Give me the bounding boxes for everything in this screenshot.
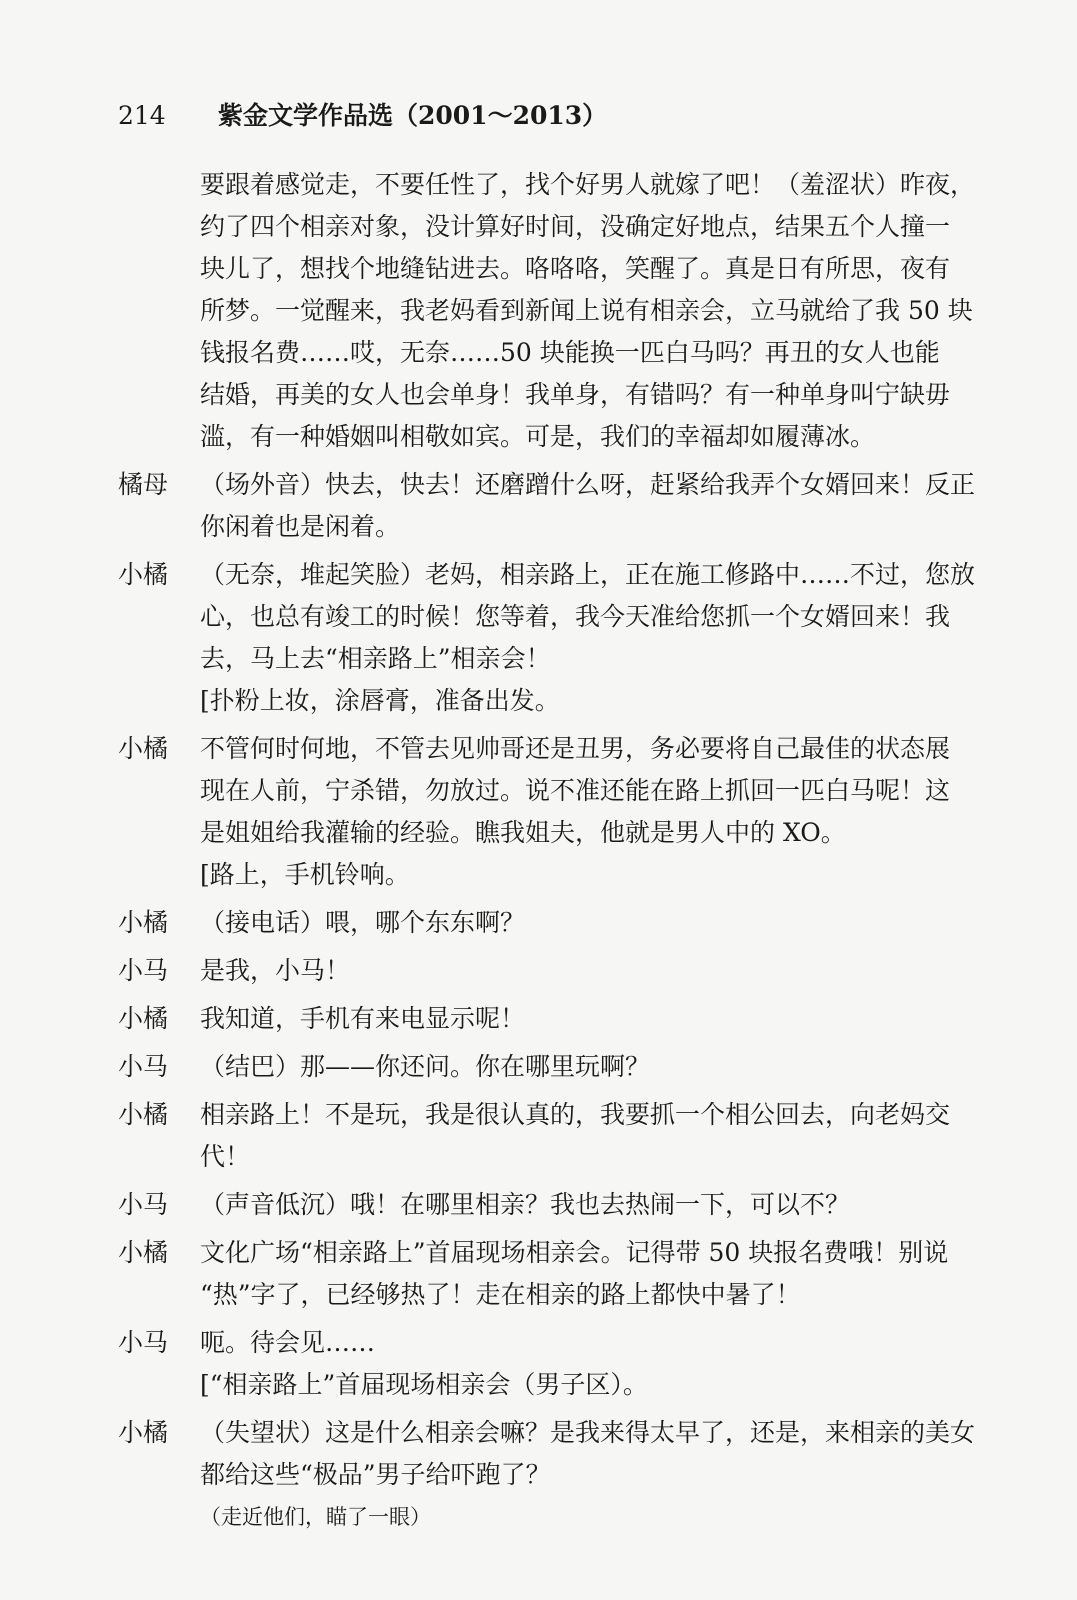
script-line [118,1322,948,1364]
line-text: 钱报名费……哎，无奈……50 块能换一匹白马吗？再丑的女人也能 [200,338,940,367]
script-line [118,416,948,458]
script-line [118,248,951,290]
line-text: 结婚，再美的女人也会单身！我单身，有错吗？有一种单身叫宁缺毋 [200,380,951,409]
line-text: 相亲路上！不是玩，我是很认真的，我要抓一个相公回去，向老妈交 [200,1100,951,1129]
script-line [118,596,951,638]
line-text: 代！ [200,1142,251,1171]
line-text: 我知道，手机有来电显示呢！ [200,1004,526,1033]
line-text: 所梦。一觉醒来，我老妈看到新闻上说有相亲会，立马就给了我 50 块 [200,296,973,325]
script-line [118,638,948,680]
speaker-name: 小橘 [118,1100,169,1129]
line-text: 你闲着也是闲着。 [200,512,401,541]
script-line [118,1232,948,1274]
line-text: 呃。待会见…… [200,1328,376,1357]
script-line [118,332,948,374]
line-text: 是姐姐给我灌输的经验。瞧我姐夫，他就是男人中的 XO。 [200,818,846,847]
script-line [118,554,976,596]
script-line [118,1184,948,1226]
line-text: 文化广场“相亲路上”首届现场相亲会。记得带 50 块报名费哦！别说 [200,1238,949,1267]
script-body [118,164,976,1538]
script-line [118,1136,948,1178]
line-text: （场外音）快去，快去！还磨蹭什么呀，赶紧给我弄个女婿回来！反正 [200,470,976,499]
script-line [118,1364,948,1406]
line-text: 是我，小马！ [200,956,351,985]
script-line [118,950,948,992]
script-line [118,1454,948,1496]
script-line [118,812,948,854]
line-text: （结巴）那——你还问。你在哪里玩啊？ [200,1052,651,1081]
line-text: [“相亲路上”首届现场相亲会（男子区）。 [200,1370,648,1399]
speaker-name: 小橘 [118,1238,169,1267]
script-line [118,164,976,206]
script-line [118,506,948,548]
line-text: （走近他们，瞄了一眼） [200,1505,431,1529]
speaker-name: 小橘 [118,560,169,589]
line-text: 心，也总有竣工的时候！您等着，我今天准给您抓一个女婿回来！我 [200,602,951,631]
line-text: 块儿了，想找个地缝钻进去。咯咯咯，笑醒了。真是日有所思，夜有 [200,254,951,283]
script-line [118,1412,976,1454]
speaker-name: 小马 [118,956,169,985]
line-text: 不管何时何地，不管去见帅哥还是丑男，务必要将自己最佳的状态展 [200,734,951,763]
script-line [118,1274,948,1316]
script-line [118,464,976,506]
line-text: （声音低沉）哦！在哪里相亲？我也去热闹一下，可以不？ [200,1190,851,1219]
line-text: （接电话）喂，哪个东东啊？ [200,908,526,937]
speaker-name: 小橘 [118,1418,169,1447]
page-number: 214 [118,101,166,130]
script-line [118,728,951,770]
speaker-name: 小橘 [118,1004,169,1033]
line-text: 去，马上去“相亲路上”相亲会！ [200,644,551,673]
line-text: 要跟着感觉走，不要任性了，找个好男人就嫁了吧！（羞涩状）昨夜， [200,170,976,199]
line-text: 都给这些“极品”男子给吓跑了？ [200,1460,551,1489]
script-line [118,1046,948,1088]
line-text: “热”字了，已经够热了！走在相亲的路上都快中暑了！ [200,1280,801,1309]
line-text: 约了四个相亲对象，没计算好时间，没确定好地点，结果五个人撞一 [200,212,951,241]
book-title: 紫金文学作品选（2001～2013） [218,101,608,130]
script-line [118,290,973,332]
page-header [118,96,607,136]
script-line [118,902,948,944]
script-line [118,680,948,722]
line-text: [扑粉上妆，涂唇膏，准备出发。 [200,686,560,715]
script-line [118,206,951,248]
speaker-name: 橘母 [118,470,169,499]
line-text: 滥，有一种婚姻叫相敬如宾。可是，我们的幸福却如履薄冰。 [200,422,876,451]
script-line [118,1496,948,1538]
line-text: （无奈，堆起笑脸）老妈，相亲路上，正在施工修路中……不过，您放 [200,560,976,589]
speaker-name: 小橘 [118,734,169,763]
script-line [118,854,948,896]
speaker-name: 小橘 [118,908,169,937]
line-text: [路上，手机铃响。 [200,860,410,889]
script-line [118,770,951,812]
script-line [118,374,951,416]
script-line [118,998,948,1040]
speaker-name: 小马 [118,1052,169,1081]
speaker-name: 小马 [118,1190,169,1219]
speaker-name: 小马 [118,1328,169,1357]
script-line [118,1094,951,1136]
line-text: （失望状）这是什么相亲会嘛？是我来得太早了，还是，来相亲的美女 [200,1418,976,1447]
line-text: 现在人前，宁杀错，勿放过。说不准还能在路上抓回一匹白马呢！这 [200,776,951,805]
